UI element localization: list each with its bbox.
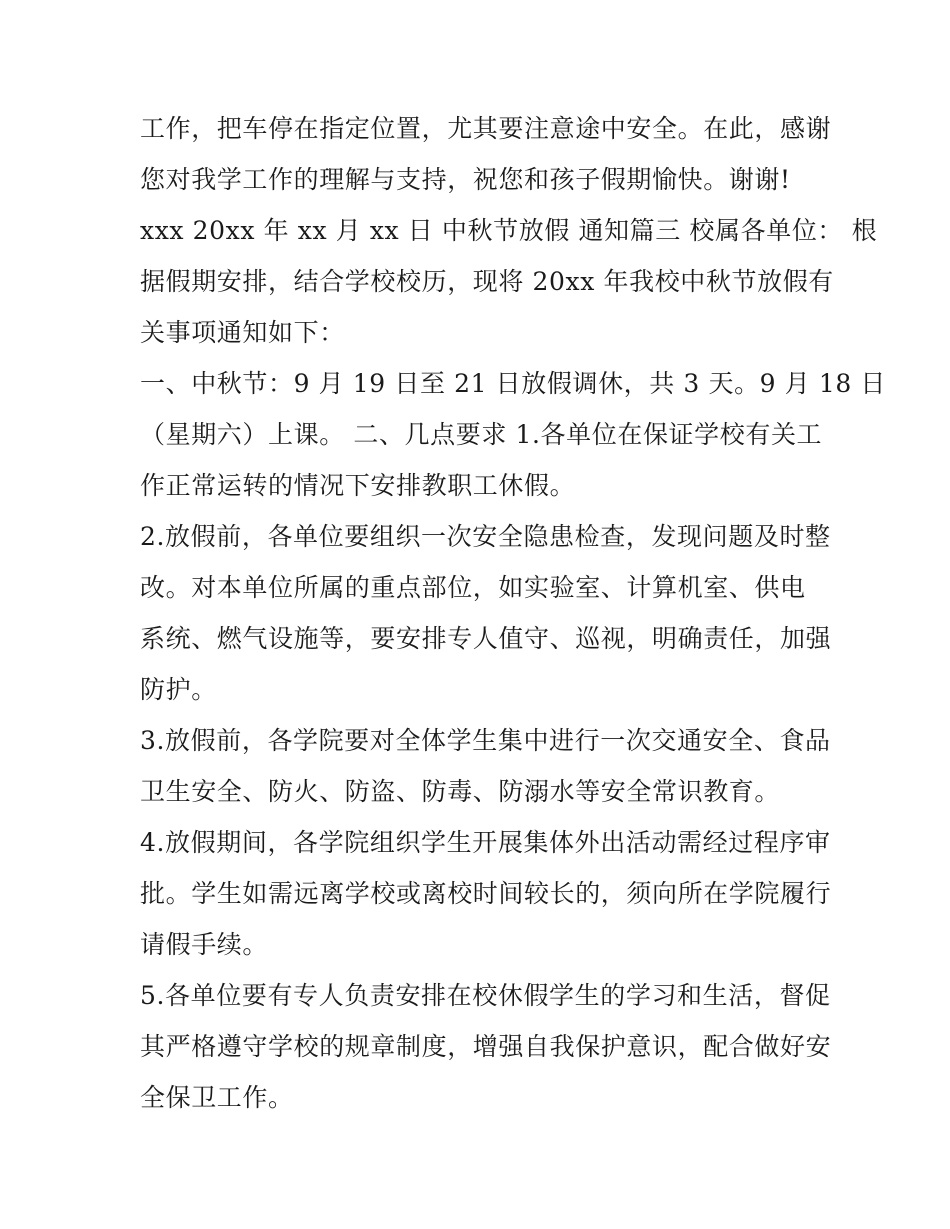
text-line: 5.各单位要有专人负责安排在校休假学生的学习和生活，督促 xyxy=(140,981,831,1010)
text-line: 其严格遵守学校的规章制度，增强自我保护意识，配合做好安 xyxy=(140,1032,832,1061)
text-line: 防护。 xyxy=(140,675,217,704)
text-line: 据假期安排，结合学校校历，现将 20xx 年我校中秋节放假有 xyxy=(140,267,834,296)
text-line: 请假手续。 xyxy=(140,930,269,959)
text-line: 4.放假期间，各学院组织学生开展集体外出活动需经过程序审 xyxy=(140,828,831,857)
text-line: 一、中秋节：9 月 19 日至 21 日放假调休，共 3 天。9 月 18 日 xyxy=(140,369,887,398)
text-line: 工作，把车停在指定位置，尤其要注意途中安全。在此，感谢 xyxy=(140,114,832,143)
text-line: 系统、燃气设施等，要安排专人值守、巡视，明确责任，加强 xyxy=(140,624,832,653)
text-line: 全保卫工作。 xyxy=(140,1083,294,1112)
document-body xyxy=(140,103,887,1123)
text-line: 2.放假前，各单位要组织一次安全隐患检查，发现问题及时整 xyxy=(140,522,831,551)
text-line: 卫生安全、防火、防盗、防毒、防溺水等安全常识教育。 xyxy=(140,777,781,806)
text-line: 您对我学工作的理解与支持，祝您和孩子假期愉快。谢谢! xyxy=(140,165,791,194)
text-line: xxx 20xx 年 xx 月 xx 日 中秋节放假 通知篇三 校属各单位： 根 xyxy=(140,216,878,245)
text-line: 批。学生如需远离学校或离校时间较长的，须向所在学院履行 xyxy=(140,879,832,908)
text-line: （星期六）上课。 二、几点要求 1.各单位在保证学校有关工 xyxy=(140,420,823,449)
text-line: 3.放假前，各学院要对全体学生集中进行一次交通安全、食品 xyxy=(140,726,831,755)
text-line: 关事项通知如下： xyxy=(140,318,345,347)
text-line: 改。对本单位所属的重点部位，如实验室、计算机室、供电 xyxy=(140,573,806,602)
text-line: 作正常运转的情况下安排教职工休假。 xyxy=(140,471,576,500)
